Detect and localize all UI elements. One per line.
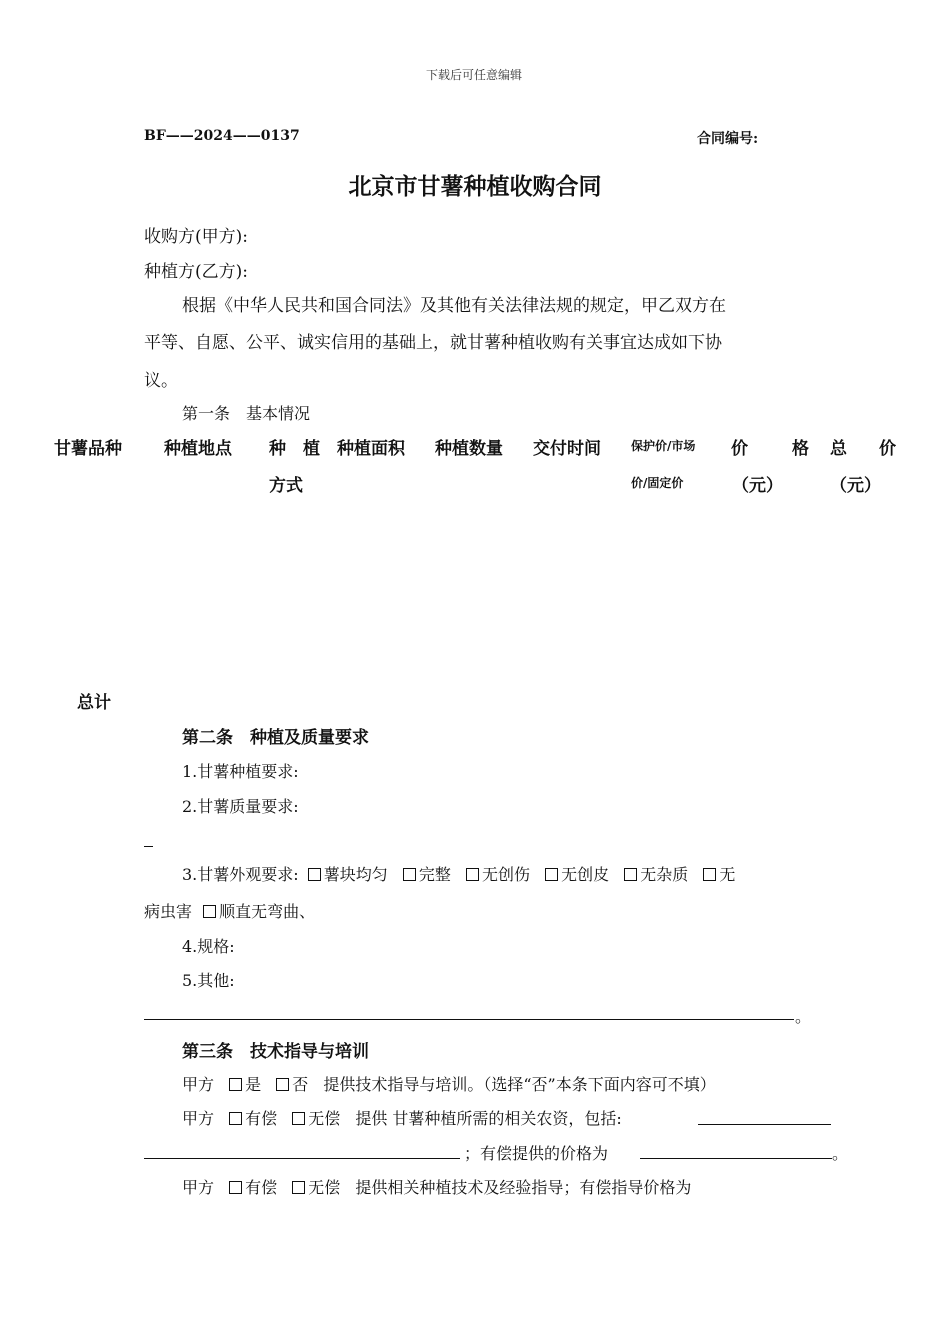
checkbox[interactable] (203, 905, 216, 918)
supplies-blank[interactable] (698, 1124, 831, 1125)
specification-label: 4.规格: (182, 937, 235, 956)
option-no: 否 (292, 1075, 309, 1094)
other-period: 。 (795, 1007, 812, 1026)
article-1-heading: 第一条 基本情况 (182, 404, 311, 423)
col-total-char-2: 价 (879, 439, 896, 459)
total-row-label: 总计 (77, 693, 111, 713)
quality-requirements-label: 2.甘薯质量要求: (182, 797, 299, 816)
appearance-requirements-line-2 (144, 899, 325, 922)
planting-requirements-label: 1.甘薯种植要求: (182, 762, 299, 781)
col-total-unit: （元） (830, 476, 881, 496)
document-code: BF——2024——0137 (144, 128, 300, 144)
option-no-impurities: 无杂质 (640, 865, 689, 884)
checkbox[interactable] (466, 868, 479, 881)
option-no-wound: 无创伤 (481, 865, 530, 884)
option-straight: 顺直无弯曲、 (219, 902, 316, 921)
checkbox[interactable] (624, 868, 637, 881)
checkbox[interactable] (403, 868, 416, 881)
party-a-label: 甲方 (182, 1075, 215, 1094)
col-price-type-line-2: 价/固定价 (631, 476, 684, 490)
guidance-text: 提供相关种植技术及经验指导；有偿指导价格为 (355, 1178, 692, 1197)
checkbox[interactable] (276, 1078, 289, 1091)
option-yes: 是 (245, 1075, 262, 1094)
option-free: 无偿 (308, 1109, 341, 1128)
preamble-line-3: 议。 (144, 371, 178, 391)
preamble-line-2: 平等、自愿、公平、诚实信用的基础上，就甘薯种植收购有关事宜达成如下协 (144, 333, 722, 353)
supplies-blank-continued[interactable] (144, 1158, 460, 1159)
quality-requirements-blank[interactable] (144, 846, 153, 847)
party-b-label: 种植方(乙方): (144, 262, 248, 282)
checkbox[interactable] (229, 1181, 242, 1194)
appearance-label: 3.甘薯外观要求: (182, 865, 299, 884)
option-no-skin-damage: 无创皮 (561, 865, 610, 884)
col-delivery: 交付时间 (533, 439, 601, 459)
watermark-text: 下载后可任意编辑 (426, 68, 523, 82)
checkbox[interactable] (545, 868, 558, 881)
article-3-heading: 第三条 技术指导与培训 (182, 1042, 369, 1062)
training-line (182, 1072, 716, 1095)
page-title: 北京市甘薯种植收购合同 (348, 173, 602, 200)
col-area: 种植面积 (337, 439, 405, 459)
col-price-type-line-1: 保护价/市场 (631, 439, 696, 453)
option-free: 无偿 (308, 1178, 341, 1197)
col-variety: 甘薯品种 (54, 439, 122, 459)
col-quantity: 种植数量 (435, 439, 503, 459)
option-paid: 有偿 (245, 1178, 278, 1197)
checkbox[interactable] (292, 1112, 305, 1125)
col-price-char-1: 价 (731, 439, 748, 459)
supplies-price-period: 。 (832, 1144, 849, 1163)
party-a-label: 收购方(甲方): (144, 227, 248, 247)
other-blank[interactable] (144, 1019, 794, 1020)
col-price-unit: （元） (732, 476, 783, 496)
preamble-line-1: 根据《中华人民共和国合同法》及其他有关法律法规的规定，甲乙双方在 (182, 296, 726, 316)
checkbox[interactable] (229, 1078, 242, 1091)
party-a-label: 甲方 (182, 1178, 215, 1197)
col-method-line-2: 方式 (269, 476, 303, 496)
col-method-line-1: 种 植 (269, 439, 320, 459)
guidance-line (182, 1175, 691, 1198)
option-paid: 有偿 (245, 1109, 278, 1128)
supplies-text: 提供 甘薯种植所需的相关农资，包括: (355, 1109, 622, 1128)
appearance-requirements-line (182, 862, 735, 885)
checkbox[interactable] (292, 1181, 305, 1194)
supplies-line (182, 1106, 622, 1129)
party-a-label: 甲方 (182, 1109, 215, 1128)
checkbox[interactable] (229, 1112, 242, 1125)
supplies-price-text: ；有偿提供的价格为 (464, 1144, 609, 1163)
contract-number-label: 合同编号: (697, 131, 759, 147)
col-total-char-1: 总 (830, 439, 847, 459)
checkbox[interactable] (703, 868, 716, 881)
col-location: 种植地点 (164, 439, 232, 459)
option-no-pests-end: 病虫害 (144, 902, 193, 921)
other-label: 5.其他: (182, 971, 235, 990)
supplies-price-blank[interactable] (640, 1158, 832, 1159)
option-no-pests-start: 无 (719, 865, 736, 884)
article-2-heading: 第二条 种植及质量要求 (182, 728, 369, 748)
col-price-char-2: 格 (792, 439, 809, 459)
checkbox[interactable] (308, 868, 321, 881)
training-text: 提供技术指导与培训。（选择“否”本条下面内容可不填） (323, 1075, 716, 1094)
option-uniform-size: 薯块均匀 (323, 865, 388, 884)
option-intact: 完整 (418, 865, 451, 884)
